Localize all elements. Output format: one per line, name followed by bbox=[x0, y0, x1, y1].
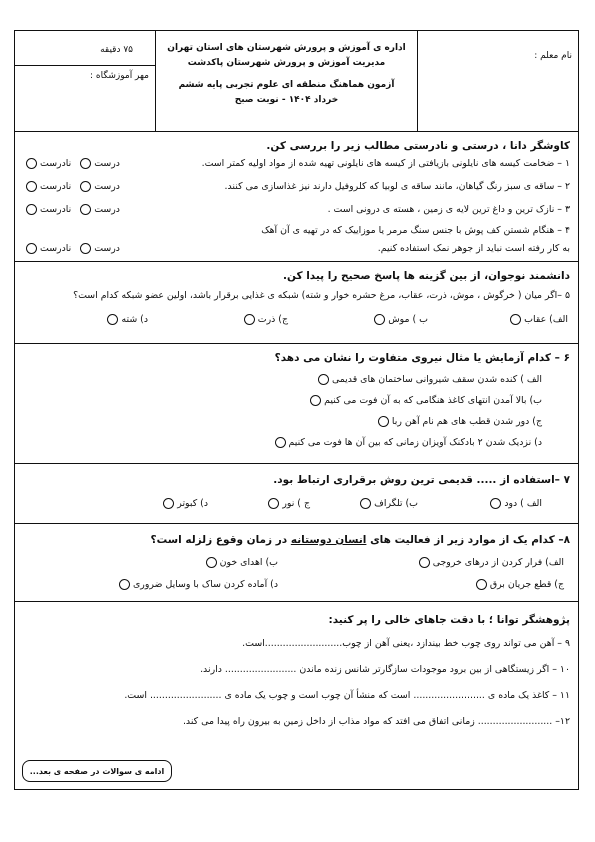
section-6-title: پژوهشگر توانا ؛ با دقت جاهای خالی را پر کنید: bbox=[328, 614, 570, 626]
exam-info-cell bbox=[15, 31, 156, 131]
section-2-title: دانشمند نوجوان، از بین گزینه ها پاسخ صحیح را پیدا کن. bbox=[283, 270, 570, 282]
option-label: ب ) موش bbox=[388, 314, 428, 325]
question-6: ۶ – کدام آزمایش یا مثال نیروی متفاوت را نشان می دهد؟ bbox=[274, 352, 570, 364]
section-fill-blank bbox=[15, 602, 578, 752]
question-4: ۴ – هنگام شستن کف پوش با جنس سنگ مرمر یا موزاییک که در تهیه ی آن آهک bbox=[261, 225, 570, 236]
q5-option-c[interactable] bbox=[241, 314, 288, 325]
exam-header bbox=[15, 31, 578, 132]
false-label: نادرست bbox=[40, 243, 72, 254]
option-label: الف ) دود bbox=[504, 498, 542, 509]
option-radio[interactable] bbox=[107, 314, 118, 325]
option-radio[interactable] bbox=[490, 498, 501, 509]
q7-option-a[interactable] bbox=[487, 498, 542, 509]
option-label: ب) اهدای خون bbox=[219, 557, 278, 568]
radio-true[interactable] bbox=[80, 181, 91, 192]
question-11[interactable]: ۱۱ – کاغذ یک ماده ی ........................ است که منشأ آن چوب است و چوب یک ماده ی ........................ است. bbox=[124, 690, 570, 701]
question-1-answers bbox=[23, 158, 120, 169]
section-multiple-choice bbox=[15, 262, 578, 344]
option-label: الف) فرار کردن از درهای خروجی bbox=[432, 557, 564, 568]
option-radio[interactable] bbox=[268, 498, 279, 509]
option-label: ب) بالا آمدن انتهای کاغذ هنگامی که به آن فوت می کنیم bbox=[324, 395, 542, 406]
option-radio[interactable] bbox=[206, 557, 217, 568]
question-9[interactable]: ۹ – آهن می تواند روی چوب خط بیندازد ،یعنی آهن از چوب..........................است. bbox=[242, 638, 570, 649]
question-12[interactable]: ۱۲– ......................... زمانی اتفاق می افتد که مواد مذاب از داخل زمین به بیرون راه پیدا می کند. bbox=[182, 716, 570, 727]
q8-option-a[interactable] bbox=[416, 557, 564, 568]
radio-false[interactable] bbox=[26, 158, 37, 169]
org-line-1: اداره ی آموزش و پرورش شهرستان های استان تهران bbox=[167, 43, 406, 53]
q8-option-d[interactable] bbox=[116, 579, 278, 590]
option-radio[interactable] bbox=[374, 314, 385, 325]
option-radio[interactable] bbox=[378, 416, 389, 427]
false-label: نادرست bbox=[40, 158, 72, 169]
option-label: ج) ذرت bbox=[257, 314, 288, 325]
org-line-2: مدیریت آموزش و پرورش شهرستان پاکدشت bbox=[187, 58, 386, 68]
option-radio[interactable] bbox=[360, 498, 371, 509]
q7-option-c[interactable] bbox=[265, 498, 310, 509]
option-label: الف) عقاب bbox=[524, 314, 568, 325]
q7-option-d[interactable] bbox=[160, 498, 208, 509]
question-3: ۳ – نازک ترین و داغ ترین لایه ی زمین ، هسته ی درونی است . bbox=[327, 204, 570, 215]
exam-page bbox=[14, 30, 579, 790]
option-label: ج ) نور bbox=[282, 498, 310, 509]
exam-date: خرداد ۱۴۰۴ - نوبت صبح bbox=[234, 95, 339, 105]
true-label: درست bbox=[94, 243, 120, 254]
teacher-name-label: نام معلم : bbox=[534, 51, 572, 61]
radio-false[interactable] bbox=[26, 181, 37, 192]
q8-underlined-term: انسان دوستانه bbox=[290, 534, 367, 546]
false-label: نادرست bbox=[40, 204, 72, 215]
question-2: ۲ – ساقه ی سبز رنگ گیاهان، مانند ساقه ی لوبیا که کلروفیل دارند نیز غذاسازی می کنند. bbox=[224, 181, 570, 192]
radio-true[interactable] bbox=[80, 243, 91, 254]
q8-option-b[interactable] bbox=[203, 557, 278, 568]
question-4-answers bbox=[23, 243, 120, 254]
option-radio[interactable] bbox=[419, 557, 430, 568]
question-10[interactable]: ۱۰ – اگر زیستگاهی از بین برود موجودات سازگارتر شانس زنده ماندن ........................ دارند. bbox=[200, 664, 570, 675]
radio-true[interactable] bbox=[80, 158, 91, 169]
option-radio[interactable] bbox=[476, 579, 487, 590]
option-radio[interactable] bbox=[275, 437, 286, 448]
option-radio[interactable] bbox=[318, 374, 329, 385]
info-divider bbox=[15, 65, 155, 66]
section-q8 bbox=[15, 524, 578, 602]
continue-note: ادامه ی سوالات در صفحه ی بعد... bbox=[22, 760, 172, 782]
option-label: د) کبوتر bbox=[177, 498, 208, 509]
section-1-title: کاوشگر دانا ، درستی و نادرستی مطالب زیر را بررسی کن. bbox=[266, 140, 570, 152]
question-1: ۱ – ضخامت کیسه های نایلونی بازیافتی از کیسه های نایلونی تهیه شده از مواد اولیه کمتر است. bbox=[201, 158, 570, 169]
false-label: نادرست bbox=[40, 181, 72, 192]
true-label: درست bbox=[94, 181, 120, 192]
question-3-answers bbox=[23, 204, 120, 215]
q5-option-d[interactable] bbox=[104, 314, 148, 325]
question-8 bbox=[23, 534, 570, 546]
true-label: درست bbox=[94, 158, 120, 169]
radio-false[interactable] bbox=[26, 204, 37, 215]
q5-option-b[interactable] bbox=[371, 314, 428, 325]
question-4-continued: به کار رفته است نباید از جوهر نمک استفاده کنیم. bbox=[377, 243, 570, 254]
q6-option-c[interactable] bbox=[375, 416, 542, 427]
question-5: ۵ –اگر میان ( خرگوش ، موش، ذرت، عقاب، مرغ حشره خوار و شته) شبکه ی غذایی برقرار باشد، اولین عضو شبکه کدام است؟ bbox=[73, 290, 570, 301]
section-q6 bbox=[15, 344, 578, 464]
teacher-name-cell bbox=[417, 31, 578, 131]
true-label: درست bbox=[94, 204, 120, 215]
section-q7 bbox=[15, 464, 578, 524]
option-label: د) نزدیک شدن ۲ بادکنک آویزان زمانی که بین آن ها فوت می کنیم bbox=[288, 437, 542, 448]
question-7: ۷ –استفاده از ..... قدیمی ترین روش برقراری ارتباط بود. bbox=[273, 474, 570, 486]
exam-duration: ۷۵ دقیقه bbox=[100, 45, 133, 55]
section-true-false bbox=[15, 132, 578, 262]
option-radio[interactable] bbox=[119, 579, 130, 590]
q6-option-d[interactable] bbox=[272, 437, 543, 448]
q5-option-a[interactable] bbox=[507, 314, 568, 325]
q6-option-b[interactable] bbox=[307, 395, 542, 406]
q6-option-a[interactable] bbox=[315, 374, 542, 385]
q7-option-b[interactable] bbox=[357, 498, 418, 509]
q8-option-c[interactable] bbox=[473, 579, 564, 590]
option-radio[interactable] bbox=[510, 314, 521, 325]
q8-text-end: در زمان وقوع زلزله است؟ bbox=[150, 534, 288, 546]
exam-title-block bbox=[155, 31, 418, 131]
exam-title: آزمون هماهنگ منطقه ای علوم تجربی پایه ششم bbox=[178, 80, 395, 90]
option-radio[interactable] bbox=[163, 498, 174, 509]
radio-true[interactable] bbox=[80, 204, 91, 215]
question-2-answers bbox=[23, 181, 120, 192]
school-seal-label: مهر آموزشگاه : bbox=[90, 71, 149, 81]
option-radio[interactable] bbox=[244, 314, 255, 325]
option-label: الف ) کنده شدن سقف شیروانی ساختمان های قدیمی bbox=[331, 374, 542, 385]
option-label: ب) تلگراف bbox=[374, 498, 418, 509]
q8-text-start: ۸– کدام یک از موارد زیر از فعالیت های bbox=[370, 534, 570, 546]
radio-false[interactable] bbox=[26, 243, 37, 254]
option-label: د) شته bbox=[121, 314, 148, 325]
option-label: ج) قطع جریان برق bbox=[489, 579, 564, 590]
option-label: ج) دور شدن قطب های هم نام آهن ربا bbox=[391, 416, 542, 427]
option-label: د) آماده کردن ساک با وسایل ضروری bbox=[132, 579, 278, 590]
option-radio[interactable] bbox=[310, 395, 321, 406]
